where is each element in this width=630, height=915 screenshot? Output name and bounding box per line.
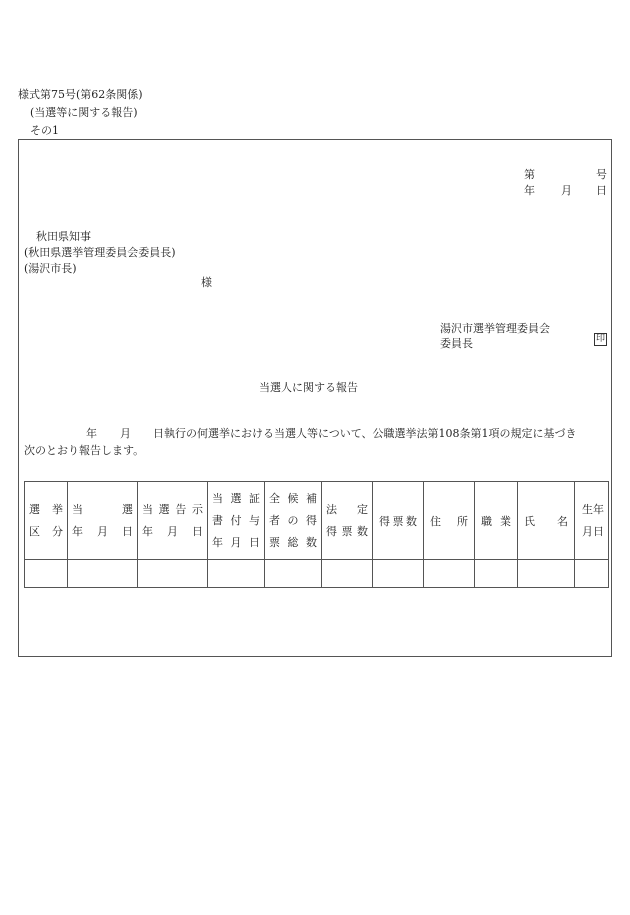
cell-occupation — [475, 560, 518, 588]
date-year: 年 — [524, 184, 535, 197]
cell-name — [518, 560, 575, 588]
honorific: 様 — [201, 276, 212, 289]
seal-mark: 印 — [595, 334, 605, 344]
table-row — [25, 560, 609, 588]
col-address: 住 所 — [424, 482, 475, 560]
cell-votes — [373, 560, 424, 588]
col-election-type: 選 挙 区 分 — [25, 482, 68, 560]
doc-title: 当選人に関する報告 — [259, 381, 358, 394]
addressee-mayor: (湯沢市長) — [24, 262, 77, 275]
doc-no-suffix: 号 — [596, 168, 607, 181]
cell-birthdate — [575, 560, 609, 588]
report-table — [24, 481, 609, 588]
body-line2: 次のとおり報告します。 — [24, 444, 145, 457]
addressee-governor: 秋田県知事 — [36, 230, 91, 243]
addressee-pref-committee: (秋田県選挙管理委員会委員長) — [24, 246, 176, 259]
date-month: 月 — [561, 184, 572, 197]
doc-no-prefix: 第 — [524, 168, 535, 181]
date-day: 日 — [596, 184, 607, 197]
cell-elected-date — [68, 560, 138, 588]
form-part: その1 — [30, 124, 59, 137]
cell-legal-threshold — [322, 560, 373, 588]
col-name: 氏 名 — [518, 482, 575, 560]
body-line1: 日執行の何選挙における当選人等について、公職選挙法第108条第1項の規定に基づき — [153, 427, 577, 440]
col-occupation: 職業 — [475, 482, 518, 560]
form-number: 様式第75号(第62条関係) — [18, 88, 143, 101]
sender-org: 湯沢市選挙管理委員会 — [440, 322, 550, 335]
col-certificate-date: 当選証 書付与 年月日 — [208, 482, 265, 560]
cell-total-votes — [265, 560, 322, 588]
col-birthdate: 生年 月日 — [575, 482, 609, 560]
col-total-votes: 全候補 者の得 票総数 — [265, 482, 322, 560]
form-subtitle: (当選等に関する報告) — [30, 106, 138, 119]
table-header-row — [25, 482, 609, 560]
col-votes: 得票数 — [373, 482, 424, 560]
col-legal-threshold: 法 定 得票数 — [322, 482, 373, 560]
col-announcement-date: 当選告示 年 月 日 — [138, 482, 208, 560]
body-month: 月 — [120, 427, 131, 440]
body-year: 年 — [86, 427, 97, 440]
cell-address — [424, 560, 475, 588]
cell-election-type — [25, 560, 68, 588]
cell-certificate-date — [208, 560, 265, 588]
sender-title: 委員長 — [440, 337, 473, 350]
col-elected-date: 当 選 年 月 日 — [68, 482, 138, 560]
cell-announcement-date — [138, 560, 208, 588]
